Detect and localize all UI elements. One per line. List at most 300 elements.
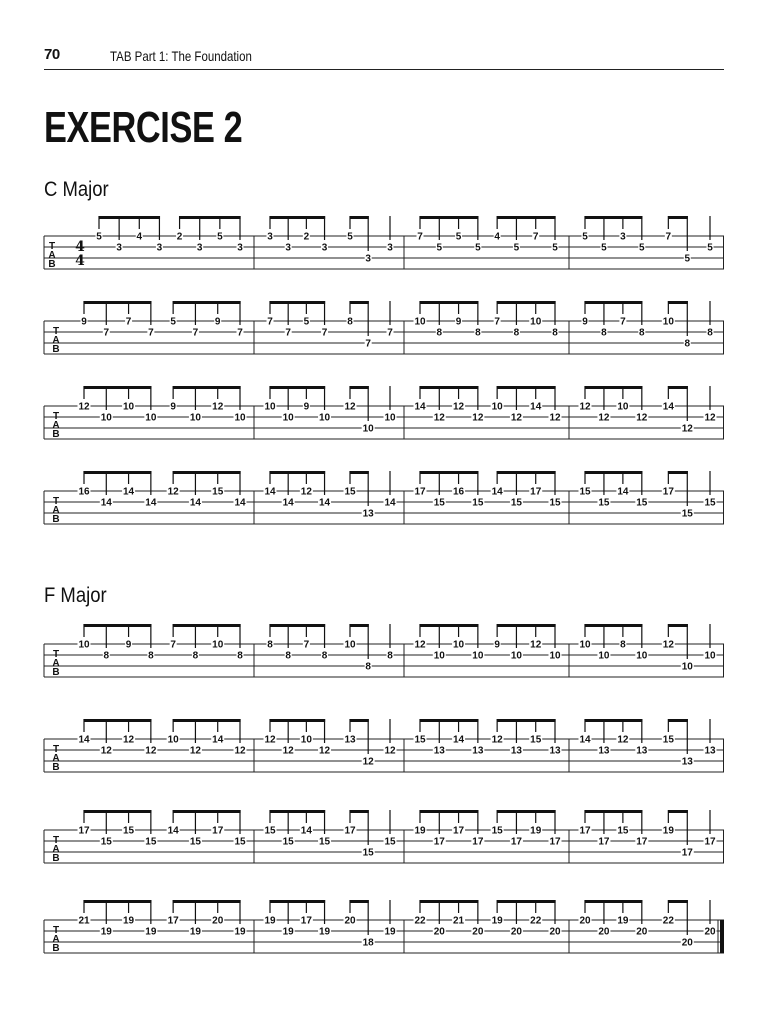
tab-clef-letter: A: [52, 335, 60, 346]
beam: [270, 216, 325, 219]
fret-number: 15: [433, 497, 445, 509]
fret-number: 7: [417, 231, 423, 243]
fret-number: 9: [170, 401, 176, 413]
fret-number: 20: [212, 915, 224, 927]
beam: [585, 386, 642, 389]
fret-number: 19: [234, 926, 246, 938]
fret-number: 19: [145, 926, 157, 938]
fret-number: 12: [167, 486, 179, 498]
fret-number: 15: [189, 836, 201, 848]
fret-number: 12: [212, 401, 224, 413]
beam: [585, 301, 642, 304]
fret-number: 9: [125, 639, 132, 651]
tab-clef-letter: B: [52, 514, 60, 525]
beam: [84, 386, 151, 389]
fret-number: 13: [362, 508, 374, 520]
fret-number: 10: [264, 401, 276, 413]
time-signature-digit: 4: [75, 239, 85, 255]
fret-number: 14: [282, 497, 294, 509]
beam: [497, 810, 555, 813]
key-label-c-major: C Major: [44, 178, 109, 201]
fret-number: 7: [103, 327, 110, 339]
beam: [350, 216, 369, 219]
fret-number: 17: [510, 836, 522, 848]
fret-number: 8: [347, 316, 353, 328]
fret-number: 10: [234, 412, 246, 424]
fret-number: 3: [365, 253, 371, 265]
fret-number: 17: [453, 825, 465, 837]
fret-number: 3: [620, 231, 626, 243]
beam: [270, 624, 325, 627]
beam: [270, 471, 325, 474]
fret-number: 7: [321, 327, 328, 339]
fret-number: 10: [189, 412, 201, 424]
fret-number: 12: [510, 412, 522, 424]
fret-number: 12: [145, 745, 157, 757]
fret-number: 13: [510, 745, 522, 757]
fret-number: 7: [620, 316, 626, 328]
beam: [668, 471, 688, 474]
fret-number: 10: [617, 401, 629, 413]
fret-number: 8: [513, 327, 520, 339]
beam: [99, 216, 160, 219]
fret-number: 12: [318, 745, 331, 757]
beam: [668, 301, 688, 304]
beam: [497, 719, 555, 722]
fret-number: 8: [148, 650, 154, 662]
fret-number: 4: [494, 231, 500, 243]
fret-number: 7: [365, 338, 371, 350]
beam: [585, 216, 642, 219]
fret-number: 10: [318, 412, 331, 424]
fret-number: 17: [414, 486, 426, 498]
tab-staff: [44, 709, 724, 789]
fret-number: 19: [662, 825, 674, 837]
fret-number: 5: [707, 242, 713, 254]
fret-number: 9: [214, 316, 221, 328]
fret-number: 12: [234, 745, 246, 757]
fret-number: 13: [549, 745, 561, 757]
beam: [270, 900, 325, 903]
tab-clef-letter: T: [48, 241, 56, 252]
fret-number: 12: [617, 734, 629, 746]
fret-number: 8: [387, 650, 393, 662]
tab-system: [44, 461, 728, 541]
fret-number: 3: [237, 242, 243, 254]
fret-number: 19: [530, 825, 542, 837]
fret-number: 17: [344, 825, 356, 837]
fret-number: 17: [212, 825, 224, 837]
fret-number: 13: [681, 756, 693, 768]
fret-number: 14: [491, 486, 503, 498]
fret-number: 9: [303, 401, 310, 413]
fret-number: 10: [145, 412, 157, 424]
beam: [668, 386, 688, 389]
fret-number: 20: [704, 926, 716, 938]
fret-number: 8: [620, 639, 626, 651]
fret-number: 3: [156, 242, 163, 254]
fret-number: 17: [549, 836, 561, 848]
fret-number: 10: [300, 734, 312, 746]
tab-clef-letter: A: [52, 753, 60, 764]
fret-number: 14: [414, 401, 426, 413]
fret-number: 12: [704, 412, 716, 424]
tab-system: [44, 376, 728, 456]
beam: [420, 386, 478, 389]
fret-number: 10: [123, 401, 135, 413]
fret-number: 3: [387, 242, 393, 254]
fret-number: 7: [170, 639, 176, 651]
beam: [420, 624, 478, 627]
fret-number: 19: [264, 915, 276, 927]
tab-clef-letter: B: [52, 429, 60, 440]
beam: [173, 471, 240, 474]
fret-number: 8: [365, 661, 371, 673]
beam: [585, 810, 642, 813]
beam: [497, 900, 555, 903]
fret-number: 12: [530, 639, 542, 651]
tab-staff: [44, 614, 724, 694]
fret-number: 15: [681, 508, 693, 520]
fret-number: 10: [491, 401, 503, 413]
beam: [270, 386, 325, 389]
tab-clef-letter: B: [52, 667, 60, 678]
tab-system: [44, 291, 728, 371]
page-number: 70: [44, 46, 60, 63]
fret-number: 12: [636, 412, 648, 424]
fret-number: 15: [234, 836, 246, 848]
beam: [84, 900, 151, 903]
fret-number: 18: [362, 937, 374, 949]
fret-number: 8: [285, 650, 291, 662]
fret-number: 14: [123, 486, 135, 498]
beam: [350, 301, 369, 304]
fret-number: 17: [78, 825, 90, 837]
fret-number: 17: [598, 836, 610, 848]
beam: [497, 301, 555, 304]
fret-number: 5: [436, 242, 443, 254]
fret-number: 15: [145, 836, 157, 848]
fret-number: 17: [530, 486, 542, 498]
fret-number: 9: [494, 639, 500, 651]
fret-number: 12: [598, 412, 610, 424]
fret-number: 13: [704, 745, 716, 757]
beam: [585, 471, 642, 474]
fret-number: 5: [217, 231, 223, 243]
tab-clef-letter: B: [52, 344, 60, 355]
fret-number: 20: [579, 915, 591, 927]
beam: [173, 301, 240, 304]
fret-number: 14: [617, 486, 629, 498]
fret-number: 14: [662, 401, 674, 413]
fret-number: 19: [617, 915, 629, 927]
fret-number: 8: [684, 338, 691, 350]
beam: [585, 719, 642, 722]
fret-number: 13: [472, 745, 484, 757]
fret-number: 15: [662, 734, 674, 746]
fret-number: 8: [601, 327, 607, 339]
beam: [350, 719, 369, 722]
fret-number: 14: [78, 734, 90, 746]
fret-number: 10: [579, 639, 591, 651]
tab-system: [44, 709, 728, 789]
tab-clef-letter: A: [52, 420, 60, 431]
tab-clef-letter: A: [52, 658, 60, 669]
beam: [173, 719, 240, 722]
fret-number: 17: [433, 836, 445, 848]
beam: [668, 216, 688, 219]
beam: [180, 216, 241, 219]
fret-number: 14: [579, 734, 591, 746]
fret-number: 14: [453, 734, 465, 746]
tab-staff: [44, 206, 724, 286]
fret-number: 10: [510, 650, 522, 662]
beam: [270, 301, 325, 304]
fret-number: 10: [167, 734, 179, 746]
fret-number: 15: [414, 734, 426, 746]
fret-number: 13: [433, 745, 445, 757]
fret-number: 17: [472, 836, 484, 848]
beam: [585, 900, 642, 903]
fret-number: 8: [237, 650, 243, 662]
beam: [173, 810, 240, 813]
header-rule: [44, 69, 724, 70]
fret-number: 10: [636, 650, 648, 662]
fret-number: 15: [282, 836, 294, 848]
fret-number: 7: [148, 327, 154, 339]
fret-number: 15: [264, 825, 276, 837]
fret-number: 19: [123, 915, 135, 927]
tab-clef-letter: B: [52, 853, 60, 864]
beam: [420, 301, 478, 304]
fret-number: 20: [472, 926, 484, 938]
fret-number: 14: [212, 734, 224, 746]
fret-number: 3: [321, 242, 328, 254]
fret-number: 12: [344, 401, 356, 413]
beam: [84, 719, 151, 722]
tab-system: [44, 614, 728, 694]
fret-number: 10: [549, 650, 561, 662]
fret-number: 17: [636, 836, 648, 848]
tab-clef-letter: A: [48, 250, 56, 261]
beam: [173, 624, 240, 627]
fret-number: 12: [414, 639, 426, 651]
fret-number: 15: [510, 497, 522, 509]
tab-clef-letter: A: [52, 505, 60, 516]
fret-number: 20: [598, 926, 610, 938]
fret-number: 5: [303, 316, 310, 328]
tab-system: [44, 890, 728, 970]
fret-number: 10: [472, 650, 484, 662]
fret-number: 5: [684, 253, 691, 265]
fret-number: 8: [192, 650, 199, 662]
tab-clef-letter: T: [52, 925, 60, 936]
fret-number: 9: [455, 316, 462, 328]
tab-clef-letter: T: [52, 326, 60, 337]
fret-number: 12: [472, 412, 484, 424]
time-signature-digit: 4: [75, 253, 85, 269]
fret-number: 10: [662, 316, 674, 328]
fret-number: 17: [704, 836, 716, 848]
beam: [420, 810, 478, 813]
fret-number: 12: [300, 486, 312, 498]
beam: [497, 624, 555, 627]
beam: [350, 471, 369, 474]
beam: [585, 624, 642, 627]
fret-number: 12: [491, 734, 503, 746]
fret-number: 5: [475, 242, 481, 254]
fret-number: 15: [530, 734, 542, 746]
fret-number: 20: [433, 926, 445, 938]
fret-number: 19: [318, 926, 331, 938]
fret-number: 21: [453, 915, 465, 927]
fret-number: 15: [472, 497, 484, 509]
fret-number: 14: [264, 486, 276, 498]
fret-number: 9: [81, 316, 87, 328]
tab-system: [44, 800, 728, 880]
fret-number: 5: [455, 231, 462, 243]
fret-number: 9: [582, 316, 588, 328]
tab-clef-letter: B: [48, 259, 56, 270]
running-title: TAB Part 1: The Foundation: [110, 48, 252, 64]
fret-number: 8: [552, 327, 558, 339]
fret-number: 12: [100, 745, 112, 757]
fret-number: 13: [636, 745, 648, 757]
beam: [350, 624, 369, 627]
fret-number: 15: [100, 836, 112, 848]
fret-number: 10: [282, 412, 294, 424]
fret-number: 7: [303, 639, 310, 651]
fret-number: 19: [100, 926, 112, 938]
fret-number: 8: [707, 327, 713, 339]
fret-number: 12: [282, 745, 294, 757]
fret-number: 15: [704, 497, 716, 509]
fret-number: 15: [598, 497, 610, 509]
fret-number: 8: [267, 639, 273, 651]
fret-number: 13: [598, 745, 610, 757]
fret-number: 15: [636, 497, 648, 509]
fret-number: 21: [78, 915, 90, 927]
tab-clef-letter: T: [52, 744, 60, 755]
fret-number: 5: [170, 316, 176, 328]
tab-clef-letter: A: [52, 934, 60, 945]
fret-number: 15: [318, 836, 331, 848]
fret-number: 10: [598, 650, 610, 662]
fret-number: 22: [414, 915, 426, 927]
fret-number: 14: [167, 825, 179, 837]
tab-clef-letter: A: [52, 844, 60, 855]
beam: [84, 301, 151, 304]
fret-number: 2: [303, 231, 310, 243]
fret-number: 12: [189, 745, 201, 757]
fret-number: 7: [387, 327, 393, 339]
fret-number: 19: [189, 926, 201, 938]
beam: [350, 900, 369, 903]
tab-clef-letter: T: [52, 496, 60, 507]
beam: [173, 386, 240, 389]
beam: [84, 810, 151, 813]
fret-number: 12: [384, 745, 396, 757]
fret-number: 10: [414, 316, 426, 328]
fret-number: 19: [491, 915, 503, 927]
fret-number: 14: [234, 497, 246, 509]
fret-number: 14: [300, 825, 312, 837]
fret-number: 12: [549, 412, 561, 424]
fret-number: 3: [116, 242, 122, 254]
fret-number: 20: [510, 926, 522, 938]
fret-number: 3: [267, 231, 273, 243]
fret-number: 10: [362, 423, 374, 435]
beam: [668, 624, 688, 627]
beam: [420, 900, 478, 903]
beam: [420, 216, 478, 219]
fret-number: 14: [145, 497, 157, 509]
fret-number: 19: [414, 825, 426, 837]
fret-number: 5: [96, 231, 102, 243]
fret-number: 7: [285, 327, 291, 339]
tab-staff: [44, 291, 724, 371]
fret-number: 5: [347, 231, 353, 243]
tab-staff: [44, 800, 724, 880]
fret-number: 5: [513, 242, 520, 254]
tab-clef-letter: B: [52, 943, 60, 954]
fret-number: 22: [662, 915, 674, 927]
fret-number: 17: [300, 915, 312, 927]
fret-number: 8: [103, 650, 110, 662]
fret-number: 10: [344, 639, 356, 651]
fret-number: 17: [167, 915, 179, 927]
tab-clef-letter: B: [52, 762, 60, 773]
fret-number: 8: [321, 650, 328, 662]
fret-number: 20: [549, 926, 561, 938]
fret-number: 16: [78, 486, 90, 498]
fret-number: 20: [344, 915, 356, 927]
tab-staff: [44, 376, 724, 456]
fret-number: 14: [530, 401, 542, 413]
fret-number: 15: [362, 847, 374, 859]
beam: [84, 624, 151, 627]
fret-number: 5: [639, 242, 645, 254]
beam: [84, 471, 151, 474]
fret-number: 5: [552, 242, 558, 254]
fret-number: 10: [212, 639, 224, 651]
fret-number: 12: [433, 412, 445, 424]
fret-number: 2: [176, 231, 183, 243]
exercise-title: EXERCISE 2: [44, 103, 243, 152]
fret-number: 7: [532, 231, 539, 243]
fret-number: 14: [189, 497, 201, 509]
beam: [668, 900, 688, 903]
fret-number: 15: [344, 486, 356, 498]
beam: [420, 719, 478, 722]
beam: [270, 719, 325, 722]
tab-clef-letter: T: [52, 649, 60, 660]
fret-number: 12: [681, 423, 693, 435]
fret-number: 7: [665, 231, 672, 243]
fret-number: 8: [475, 327, 481, 339]
fret-number: 22: [530, 915, 542, 927]
beam: [668, 719, 688, 722]
tab-staff: [44, 461, 724, 541]
fret-number: 14: [100, 497, 112, 509]
fret-number: 15: [212, 486, 224, 498]
fret-number: 15: [617, 825, 629, 837]
final-barline-thick: [720, 920, 724, 953]
fret-number: 14: [384, 497, 396, 509]
fret-number: 7: [237, 327, 243, 339]
key-label-f-major: F Major: [44, 584, 107, 607]
fret-number: 7: [192, 327, 199, 339]
